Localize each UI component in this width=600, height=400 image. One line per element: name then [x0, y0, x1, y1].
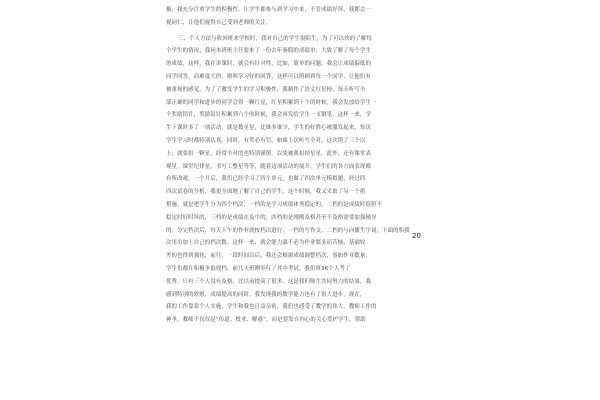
text-line: 同学回答，而难度大的，则叫学习好的回答，这样可以照顾到每一个同学，让他们有 [166, 73, 372, 80]
text-line: 部正确的同学和进步的同学会得一颗红星，红星积累到十个的时候，我会发放给学生一 [166, 99, 377, 106]
text-line: 极，我充分注重学生的积极性，让学生都参与到学习中来，不管成绩好坏，我都会一 [166, 7, 372, 13]
section-heading-line: 三、个人方法与收回班来学校时，我对自己的学生很陌生，为了可以快的了解每 [178, 35, 372, 42]
page-number: 20 [412, 232, 421, 240]
text-line: 有所改观，一个月后，我们已经学习了四个单元，也做了四次单元模拟题，经过四 [166, 176, 366, 183]
text-line: 差的也得到强化，前往，一段时间以后，我还会根据成绩调整档次，事如作业数量， [166, 253, 372, 260]
text-line: 次用出加上自己的档次数，这样一来，就会能力强不必为作业繁多而苦恼，基础较 [166, 240, 366, 247]
text-line: 的成绩，这样，我在讲课时，就会有针对性，比如，简单的问题，我会让成绩偏低的 [166, 61, 372, 68]
text-line: 现星，课堂纪律星，书写工整星等等，随着这项活动的展开，学生们的各方面表现都 [166, 163, 372, 170]
text-line: 生下课时多了一项活动，就是数星星，比谁多谁少，学生的好胜心被激发起来，每次 [166, 125, 372, 132]
text-line: 优秀，只有三个人没有及格，比以前提高了很多，这是我们师生共同努力的结果，我 [166, 278, 372, 285]
text-line: 视同仁，让他们视得自己受到老师的关注。 [166, 19, 272, 26]
text-line: 上，就要扣一颗星，经常全对的也特别谨慎，以免被我扣掉星星，此外，还有课堂表 [166, 150, 372, 157]
text-line: 学生学习时都特别认真。同时，有奖必有罚，如果上次听写全对，这次错了三个以 [166, 137, 366, 144]
text-line: 学生们都在积极争取授档，前几天班刚举行了其中考试，我们班36个人考了 [166, 265, 351, 272]
text-line: 稳定时好时坏的，三档的是成绩在及中的，四档的是刚刚及格甚至不及格需要加强辅导 [166, 214, 377, 221]
text-line: 感到特别的欣慰，成绩提高的同时，我发现我的数学能力也有了很大进步，现在， [166, 291, 366, 298]
text-line: 个学生的情况，我问本班班主任要来了一份去年秦假的成绩单，大致了解了每个学生 [166, 48, 372, 55]
text-line: 我的工作靠靠个人实施，学生和我也日益亲密，我们也感受了教学的伟大，教师工作的 [166, 304, 377, 311]
text-line: 神圣，教师不仅仅是“传道、授业、解惑”，而是要发自内心的关心爱护学生，帮助 [166, 317, 366, 324]
text-line: 被重视的感觉。为了了激发学生的学习积极性，我制作了语文红星榜，每天听写全 [166, 86, 366, 93]
text-line: 的，分完档次后，每天下午的作业就按档次进行，一档的写作文，二档的与向播生字词，下面的积我 [166, 227, 410, 234]
document-body [166, 4, 452, 327]
text-line: 措施，就是把学生分为四个档次，一档的是学习成绩体秀稳定的，二档的是成绩时很但不 [166, 201, 383, 208]
text-line: 个奖励铅针，奖励铅针积累到六个的时候，我会再发给学生一支钢笔，这样一来，学 [166, 112, 372, 119]
text-line: 四次试卷的分析，我更全面地了解了自己的学生，这个时候，我又采取了另一个措 [166, 189, 366, 196]
